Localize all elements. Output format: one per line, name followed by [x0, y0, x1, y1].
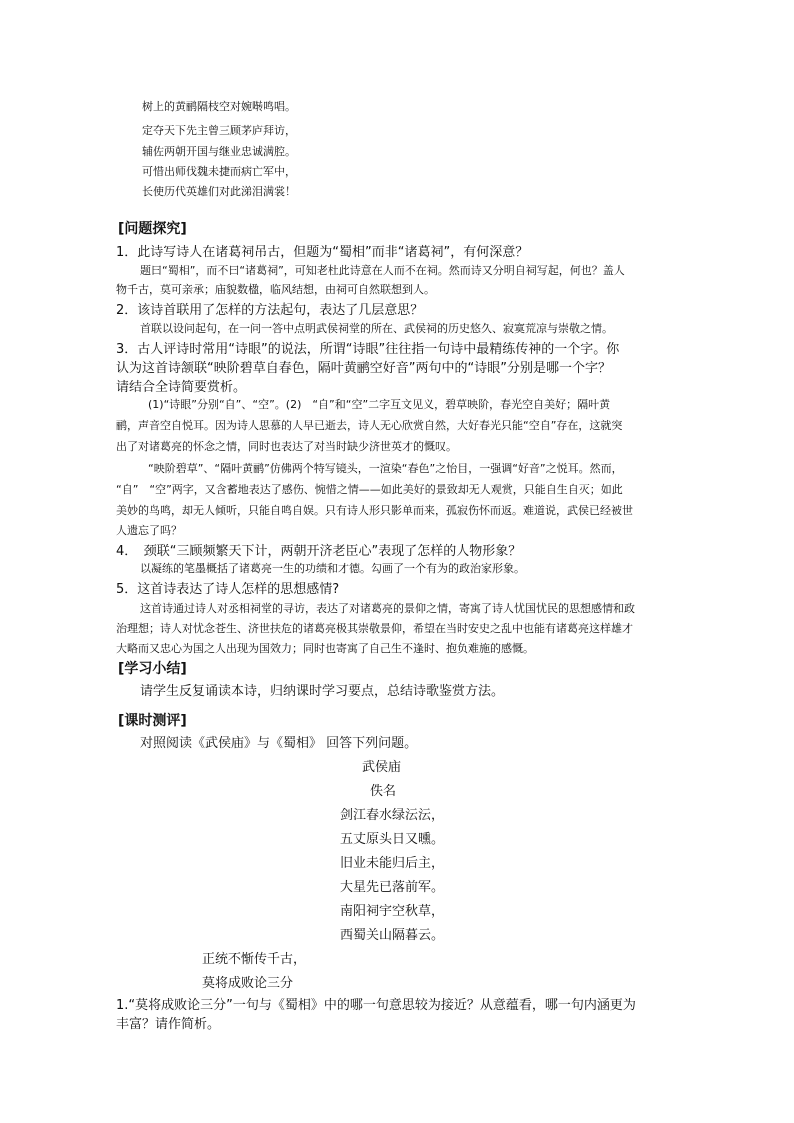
answer-3-line: 人遗忘了吗？: [116, 524, 182, 537]
answer-3-line: 出了对诸葛亮的怀念之情，同时也表达了对当时缺少济世英才的慨叹。: [116, 440, 457, 453]
question-3-line: 3．古人评诗时常用“诗眼”的说法，所谓“诗眼”往往指一句诗中最精练传神的一个字。你: [116, 342, 620, 357]
question-2: 2．该诗首联用了怎样的方法起句，表达了几层意思？: [116, 303, 424, 318]
translation-line: 可惜出师伐魏未捷而病亡军中，: [142, 165, 296, 178]
translation-line: 树上的黄鹂隔枝空对婉啭鸣唱。: [142, 100, 296, 113]
final-question-line: 丰富？请作简析。: [116, 1017, 221, 1032]
answer-2: 首联以设问起句，在一问一答中点明武侯祠堂的所在、武侯祠的历史悠久、寂寞荒凉与崇敬之情。: [140, 322, 613, 335]
poem-line: 正统不惭传千古，: [202, 952, 307, 967]
ceping-intro: 对照阅读《武侯庙》与《蜀相》 回答下列问题。: [140, 736, 418, 751]
answer-5-line: 治理想；诗人对忧念苍生、济世扶危的诸葛亮极其崇敬景仰，希望在当时安史之乱中也能有诸葛亮这样雄才: [116, 622, 633, 635]
answer-3-line: 鹂，声音空自悦耳。因为诗人思慕的人早已逝去，诗人无心欣赏自然，大好春光只能“空自”存在，这就突: [116, 419, 623, 432]
section-heading-xuexi: [学习小结]: [118, 661, 187, 677]
answer-1-line: 物千古，莫可亲承；庙貌数楹，临风结想，由祠可自然联想到人。: [116, 283, 435, 296]
poem-title: 武侯庙: [362, 760, 402, 775]
question-1: 1．此诗写诗人在诸葛祠吊古，但题为“蜀相”而非“诸葛祠”，有何深意？: [116, 245, 529, 260]
answer-3-line: (1)“诗眼”分别“自”、“空”。(2) “自”和“空”二字互文见义，碧草映阶，春光空自美好；隔叶黄: [148, 398, 611, 411]
final-question-line: 1.“莫将成败论三分”一句与《蜀相》中的哪一句意思较为接近？从意蕴看，哪一句内涵更为: [116, 998, 636, 1013]
translation-line: 长使历代英雄们对此涕泪满裳！: [142, 185, 296, 198]
translation-line: 定夺天下先主曾三顾茅庐拜访，: [142, 124, 296, 137]
question-5: 5．这首诗表达了诗人怎样的思想感情?: [116, 582, 340, 597]
answer-5-line: 大略而又忠心为国之人出现为国效力；同时也寄寓了自己生不逢时、抱负难施的感慨。: [116, 642, 534, 655]
question-3-line: 认为这首诗颔联“映阶碧草自春色，隔叶黄鹂空好音”两句中的“诗眼”分别是哪一个字？: [116, 361, 611, 376]
poem-line: 莫将成败论三分: [202, 976, 294, 991]
poem-line: 五丈原头日又曛。: [340, 832, 445, 847]
answer-3-line: “自” “空”两字，又含蓄地表达了感伤、惋惜之情——如此美好的景致却无人观赏，只能自生自灭；如此: [116, 483, 623, 496]
poem-line: 南阳祠宇空秋草，: [340, 904, 445, 919]
translation-line: 辅佐两朝开国与继业忠诚满腔。: [142, 145, 296, 158]
section-heading-wenti: [问题探究]: [118, 221, 187, 237]
answer-4: 以凝练的笔墨概括了诸葛亮一生的功绩和才德。勾画了一个有为的政治家形象。: [140, 562, 525, 575]
question-3-line: 请结合全诗简要赏析。: [116, 380, 247, 395]
poem-line: 大星先已落前军。: [340, 880, 445, 895]
section-heading-ceping: [课时测评]: [118, 713, 187, 729]
question-4: 4． 颈联“三顾频繁天下计，两朝开济老臣心”表现了怎样的人物形象？: [116, 544, 522, 559]
answer-3-line: 美妙的鸟鸣，却无人倾听，只能自鸣自娱。只有诗人形只影单而来，孤寂伤怀而返。难道说，武侯已经被世: [116, 504, 633, 517]
answer-3-line: “映阶碧草”、“隔叶黄鹂”仿佛两个特写镜头，一渲染“春色”之怡目，一强调“好音”之悦耳。然而，: [148, 462, 623, 475]
poem-author: 佚名: [370, 784, 397, 799]
answer-1-line: 题曰“蜀相”，而不曰“诸葛祠”，可知老杜此诗意在人而不在祠。然而诗又分明自祠写起，何也？盖人: [140, 264, 625, 277]
xuexi-text: 请学生反复诵读本诗，归纳课时学习要点，总结诗歌鉴赏方法。: [140, 684, 505, 699]
answer-5-line: 这首诗通过诗人对丞相祠堂的寻访，表达了对诸葛亮的景仰之情，寄寓了诗人忧国忧民的思想感情和政: [140, 602, 635, 615]
poem-line: 剑江春水绿沄沄，: [340, 808, 445, 823]
poem-line: 西蜀关山隔暮云。: [340, 928, 445, 943]
poem-line: 旧业未能归后主，: [340, 856, 445, 871]
